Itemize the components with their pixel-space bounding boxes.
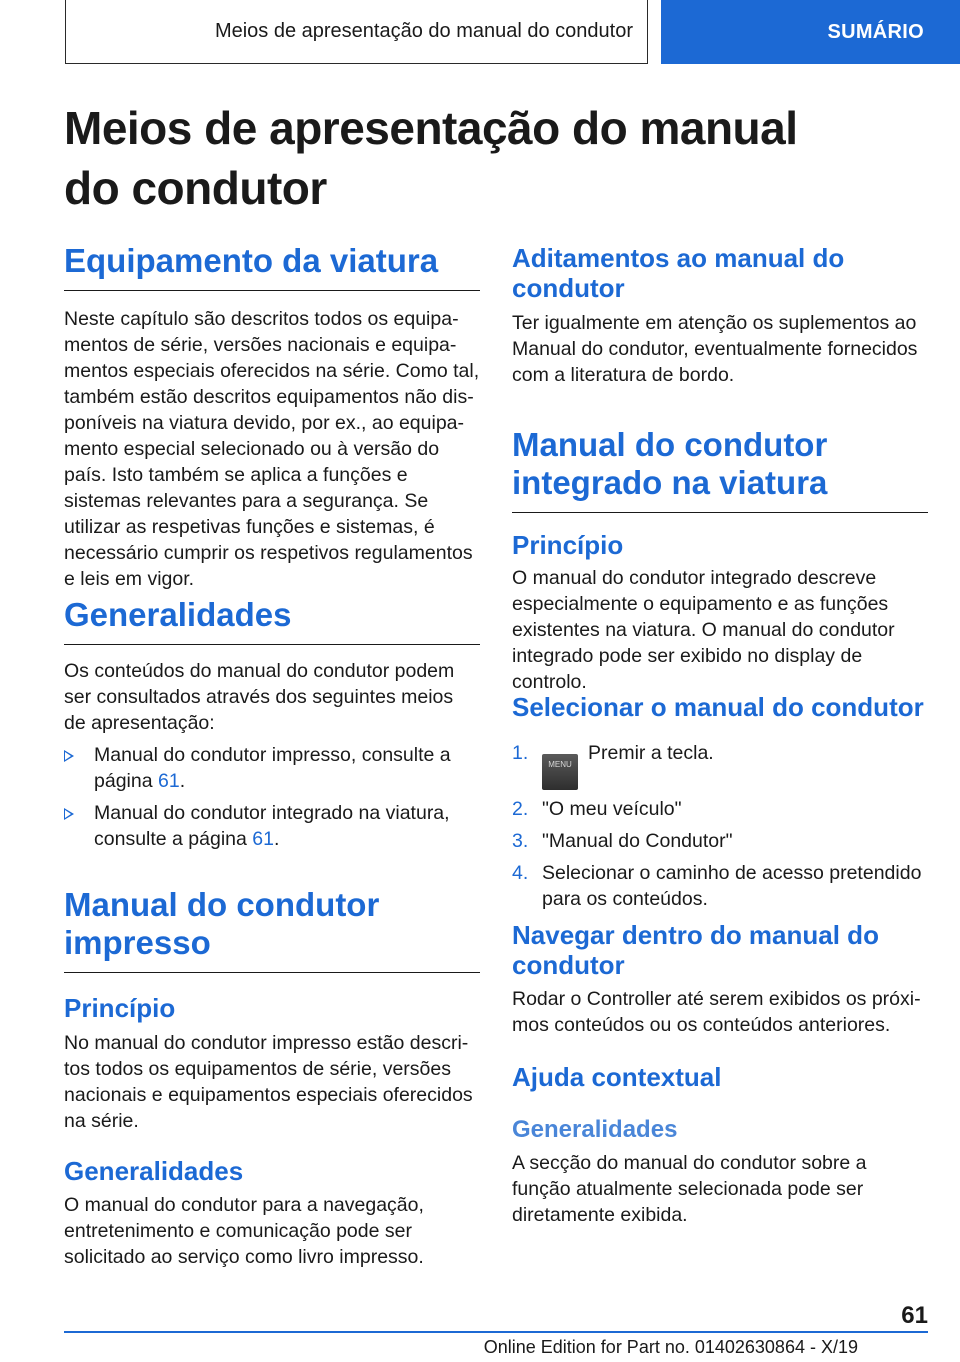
heading-general: Generalidades bbox=[64, 596, 480, 645]
list-item: 2. "O meu veículo" bbox=[512, 798, 682, 820]
page-title: Meios de apresentação do manual do condutor bbox=[64, 102, 798, 214]
contents-tab[interactable] bbox=[661, 0, 960, 64]
general-printed-text: O manual do condutor para a navegação, entretenimento e comunicação pode ser solicitado ao serviço como livro impresso. bbox=[64, 1194, 424, 1268]
heading-printed-manual: Manual do condutor impresso bbox=[64, 886, 480, 973]
menu-button-icon: MENU bbox=[542, 754, 578, 790]
select-steps-list bbox=[512, 740, 928, 918]
header-section-title: Meios de apresentação do manual do condutor bbox=[214, 20, 633, 42]
triangle-bullet-icon bbox=[64, 750, 74, 762]
edition-text: Online Edition for Part no. 01402630864 - X/19 bbox=[483, 1337, 858, 1357]
heading-principle-integrated: Princípio bbox=[512, 530, 624, 560]
contents-tab-label: SUMÁRIO bbox=[827, 20, 924, 43]
heading-general-printed: Generalidades bbox=[64, 1156, 244, 1186]
heading-select-manual: Selecionar o manual do condutor bbox=[512, 692, 924, 722]
heading-supplements: Aditamentos ao manual do condutor bbox=[512, 243, 845, 303]
general-text: Os conteúdos do manual do condutor podem ser consultados através dos seguintes meios de apresentação: bbox=[64, 660, 455, 734]
list-item: Manual do condutor impresso, consulte a página 61. bbox=[64, 742, 480, 794]
context-help-text: A secção do manual do condutor sobre a função atualmente selecionada pode ser diretamente exibida. bbox=[512, 1152, 867, 1226]
heading-principle: Princípio bbox=[64, 993, 176, 1023]
presentation-media-list bbox=[64, 742, 480, 858]
triangle-bullet-icon bbox=[64, 808, 74, 820]
heading-context-help-general: Generalidades bbox=[512, 1116, 678, 1143]
list-item: Manual do condutor integrado na viatura, consulte a página 61. bbox=[64, 800, 480, 852]
principle-text: No manual do condutor impresso estão descritos todos os equipamentos de série, versões nacionais e equipamentos especiais oferecidos na série. bbox=[64, 1032, 473, 1132]
footer-divider bbox=[64, 1331, 928, 1333]
list-item: 3. "Manual do Condutor" bbox=[512, 830, 733, 852]
heading-equipment: Equipamento da viatura bbox=[64, 242, 480, 291]
heading-integrated-manual: Manual do condutor integrado na viatura bbox=[512, 426, 928, 513]
equipment-text: Neste capítulo são descritos todos os equipamentos de série, versões nacionais e equipamentos especiais oferecidos na série. Como tal, também estão descritos equipamentos não disponíveis na viatura devido, por ex., ao equipamento especial selecionado ou à versão do país. Isto também se aplica a funções e sistemas relevantes para a segurança. Se utilizar as respetivas funções e sistemas, é necessário cumprir os respetivos regulamentos e leis em vigor. bbox=[64, 308, 480, 590]
list-item: 4. Selecionar o caminho de acesso pretendido para os conteúdos. bbox=[512, 862, 922, 910]
heading-context-help: Ajuda contextual bbox=[512, 1062, 722, 1092]
header-section-title-box bbox=[65, 0, 648, 64]
heading-navigate: Navegar dentro do manual do condutor bbox=[512, 920, 879, 980]
page-link[interactable]: 61 bbox=[252, 828, 274, 850]
navigate-text: Rodar o Controller até serem exibidos os próximos conteúdos ou os conteúdos anteriores. bbox=[512, 988, 921, 1036]
supplements-text: Ter igualmente em atenção os suplementos ao Manual do condutor, eventualmente fornecidos com a literatura de bordo. bbox=[512, 312, 918, 386]
principle-integrated-text: O manual do condutor integrado descreve especialmente o equipamento e as funções existentes na viatura. O manual do condutor integrado pode ser exibido no display de controlo. bbox=[512, 567, 895, 693]
page-link[interactable]: 61 bbox=[157, 770, 180, 792]
page-number: 61 bbox=[901, 1302, 928, 1329]
list-item: 1. MENUPremir a tecla. bbox=[512, 740, 928, 790]
